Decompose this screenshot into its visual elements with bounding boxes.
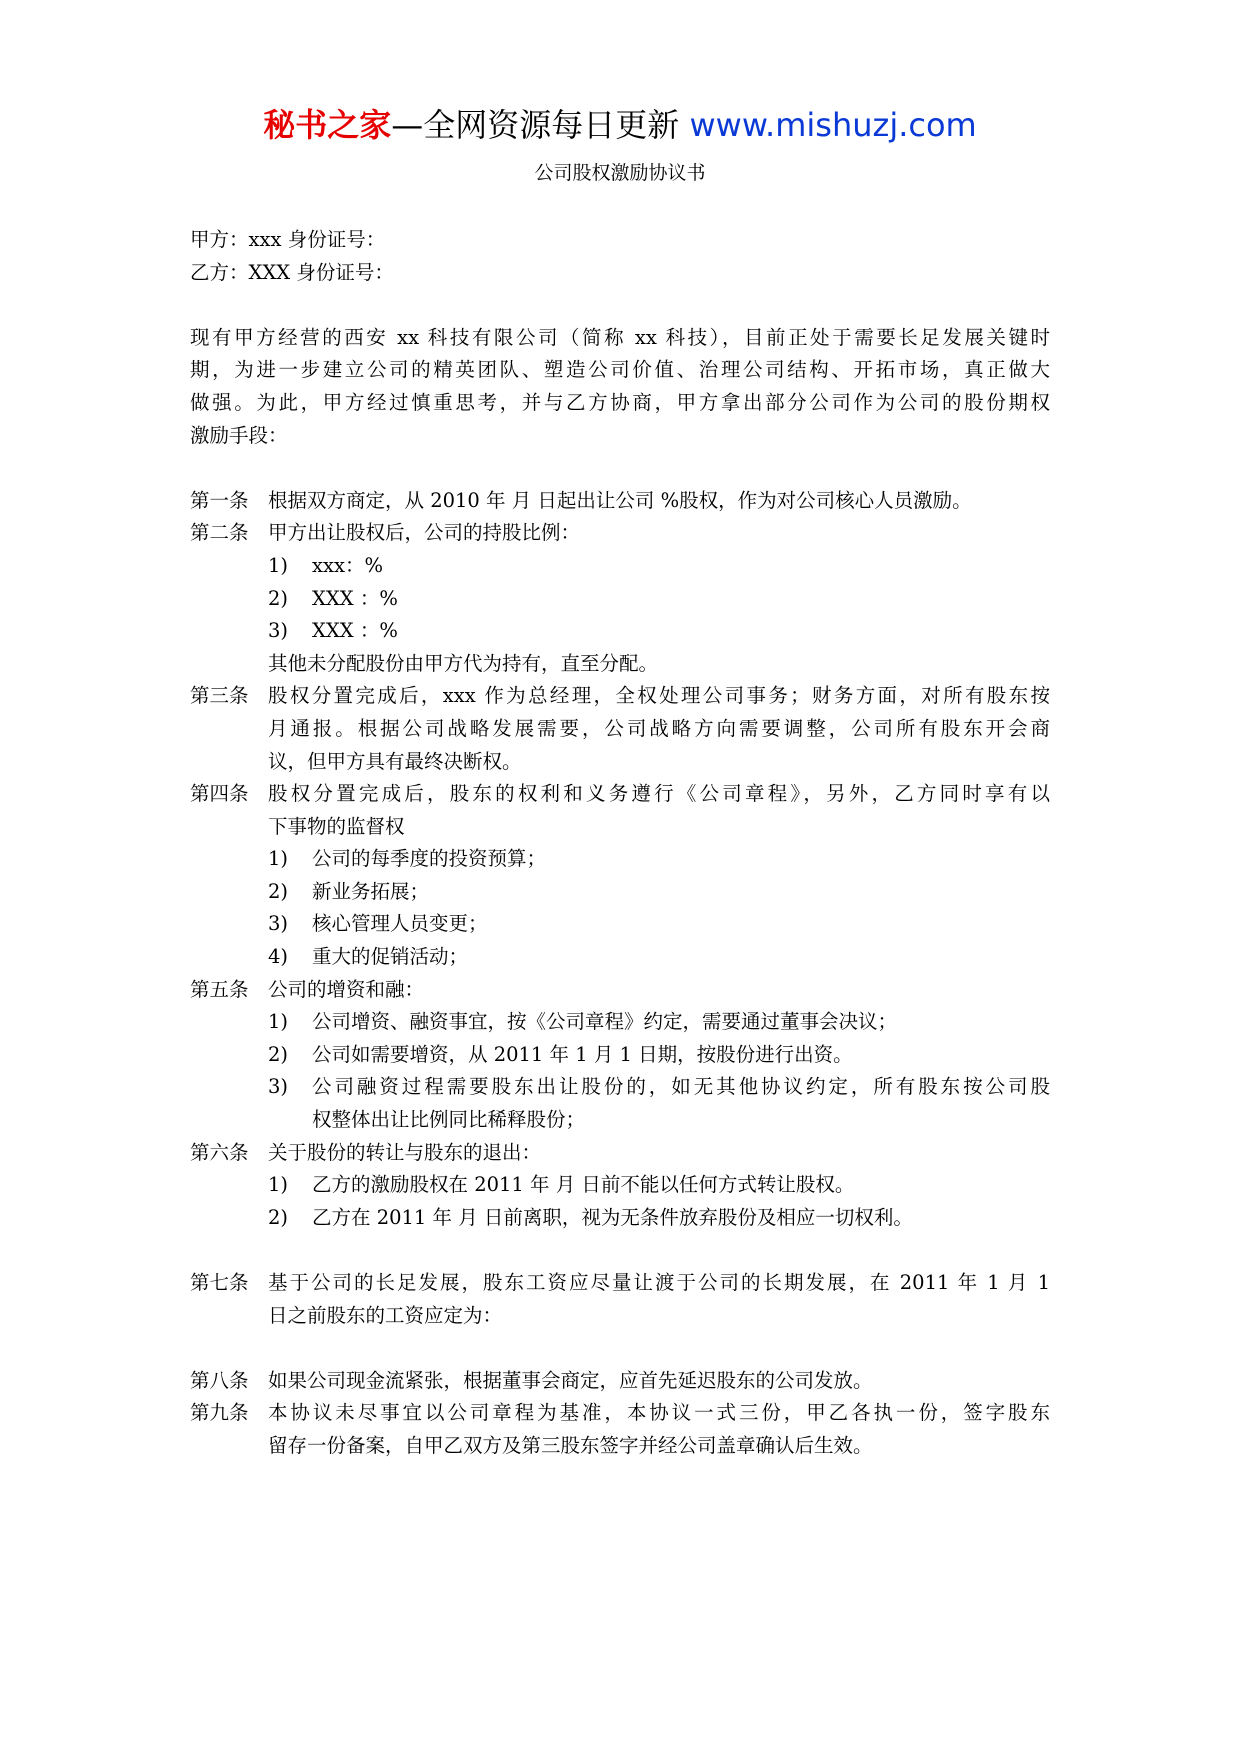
list-item-text: 乙方在 2011 年 月 日前离职，视为无条件放弃股份及相应一切权利。 bbox=[312, 1205, 913, 1229]
list-item bbox=[268, 1071, 1050, 1136]
list-item-number: 1) bbox=[268, 847, 289, 871]
list-item bbox=[268, 1169, 1050, 1202]
article-5-list bbox=[190, 1006, 1050, 1136]
article-9-body bbox=[268, 1397, 1050, 1462]
list-item-text: 新业务拓展； bbox=[312, 879, 430, 903]
article-8-label: 第八条 bbox=[190, 1368, 249, 1392]
article-2-note: 其他未分配股份由甲方代为持有，直至分配。 bbox=[268, 651, 659, 675]
article-9 bbox=[190, 1397, 1050, 1462]
list-item-text: XXX ：% bbox=[312, 619, 398, 643]
article-4-line: 下事物的监督权 bbox=[268, 814, 405, 838]
party-b-line: 乙方：XXX 身份证号： bbox=[190, 260, 394, 284]
article-3 bbox=[190, 680, 1050, 778]
list-item-number: 1) bbox=[268, 1173, 289, 1197]
article-6-text: 关于股份的转让与股东的退出： bbox=[268, 1140, 542, 1164]
list-item bbox=[268, 550, 1050, 583]
article-5-label: 第五条 bbox=[190, 977, 249, 1001]
intro-paragraph bbox=[190, 322, 1050, 452]
list-item-number: 1) bbox=[268, 553, 289, 577]
list-item bbox=[268, 615, 1050, 648]
banner-slogan: —全网资源每日更新 bbox=[391, 106, 690, 144]
article-5-text: 公司的增资和融： bbox=[268, 977, 425, 1001]
article-2 bbox=[190, 517, 1050, 550]
intro-line: 期，为进一步建立公司的精英团队、塑造公司价值、治理公司结构、开拓市场，真正做大 bbox=[190, 358, 1050, 382]
article-3-line: 股权分置完成后，xxx 作为总经理，全权处理公司事务；财务方面，对所有股东按 bbox=[268, 684, 1050, 708]
site-banner bbox=[0, 100, 1240, 150]
article-7-line: 基于公司的长足发展，股东工资应尽量让渡于公司的长期发展，在 2011 年 1 月 1 bbox=[268, 1271, 1050, 1294]
list-item-text: XXX ：% bbox=[312, 586, 398, 610]
list-item-number: 2) bbox=[268, 1042, 289, 1066]
document-title: 公司股权激励协议书 bbox=[534, 162, 706, 184]
list-item-text: 公司如需要增资，从 2011 年 1 月 1 日期，按股份进行出资。 bbox=[312, 1042, 853, 1066]
article-2-label: 第二条 bbox=[190, 521, 249, 545]
article-2-list bbox=[190, 550, 1050, 648]
list-item-number: 2) bbox=[268, 586, 289, 610]
list-item bbox=[268, 583, 1050, 616]
list-item bbox=[268, 1039, 1050, 1072]
list-item-number: 1) bbox=[268, 1010, 289, 1034]
list-item-text: 重大的促销活动； bbox=[312, 945, 469, 969]
list-item-text bbox=[312, 1071, 1050, 1136]
list-item-number: 2) bbox=[268, 1205, 289, 1229]
article-8 bbox=[190, 1365, 1050, 1398]
banner-url-link[interactable]: www.mishuzj.com bbox=[689, 106, 977, 144]
article-4-body bbox=[268, 778, 1050, 843]
article-6-list bbox=[190, 1169, 1050, 1234]
list-item bbox=[268, 1202, 1050, 1235]
list-item bbox=[268, 908, 1050, 941]
article-9-line: 留存一份备案，自甲乙双方及第三股东签字并经公司盖章确认后生效。 bbox=[268, 1433, 873, 1457]
list-item-number: 4) bbox=[268, 945, 289, 969]
article-6 bbox=[190, 1137, 1050, 1170]
article-4-list bbox=[190, 843, 1050, 973]
article-9-label: 第九条 bbox=[190, 1401, 249, 1425]
intro-line: 现有甲方经营的西安 xx 科技有限公司（简称 xx 科技），目前正处于需要长足发展关键时 bbox=[190, 325, 1050, 349]
article-1-text: 根据双方商定，从 2010 年 月 日起出让公司 %股权，作为对公司核心人员激励。 bbox=[268, 488, 972, 512]
list-item bbox=[268, 941, 1050, 974]
list-item-text: 公司的每季度的投资预算； bbox=[312, 847, 547, 871]
article-7-line: 日之前股东的工资应定为： bbox=[268, 1303, 503, 1327]
article-1 bbox=[190, 485, 1050, 518]
list-item-number: 3) bbox=[268, 1075, 289, 1099]
article-7-body bbox=[268, 1267, 1050, 1332]
article-8-text: 如果公司现金流紧张，根据董事会商定，应首先延迟股东的公司发放。 bbox=[268, 1368, 873, 1392]
article-3-label: 第三条 bbox=[190, 684, 249, 708]
article-6-label: 第六条 bbox=[190, 1140, 249, 1164]
list-item bbox=[268, 876, 1050, 909]
list-item-number: 3) bbox=[268, 619, 289, 643]
document-body bbox=[190, 224, 1050, 1463]
list-item bbox=[268, 1006, 1050, 1039]
article-2-text: 甲方出让股权后，公司的持股比例： bbox=[268, 521, 581, 545]
article-1-label: 第一条 bbox=[190, 488, 249, 512]
article-4-label: 第四条 bbox=[190, 782, 249, 806]
article-7-label: 第七条 bbox=[190, 1271, 249, 1294]
intro-line: 做强。为此，甲方经过慎重思考，并与乙方协商，甲方拿出部分公司作为公司的股份期权 bbox=[190, 390, 1050, 414]
article-5 bbox=[190, 974, 1050, 1007]
list-item-text: 公司增资、融资事宜，按《公司章程》约定，需要通过董事会决议； bbox=[312, 1010, 898, 1034]
intro-line: 激励手段： bbox=[190, 423, 288, 447]
list-item-text: xxx：% bbox=[312, 553, 384, 577]
article-7 bbox=[190, 1267, 1050, 1332]
list-item-number: 3) bbox=[268, 912, 289, 936]
list-item-text: 核心管理人员变更； bbox=[312, 912, 488, 936]
article-3-line: 月通报。根据公司战略发展需要，公司战略方向需要调整，公司所有股东开会商 bbox=[268, 716, 1050, 740]
list-item-text: 乙方的激励股权在 2011 年 月 日前不能以任何方式转让股权。 bbox=[312, 1173, 855, 1197]
article-3-line: 议，但甲方具有最终决断权。 bbox=[268, 749, 522, 773]
list-item bbox=[268, 843, 1050, 876]
article-4-line: 股权分置完成后，股东的权利和义务遵行《公司章程》，另外，乙方同时享有以 bbox=[268, 782, 1050, 806]
list-item-line: 公司融资过程需要股东出让股份的，如无其他协议约定，所有股东按公司股 bbox=[312, 1075, 1050, 1099]
article-4 bbox=[190, 778, 1050, 843]
party-a-line: 甲方：xxx 身份证号： bbox=[190, 228, 386, 251]
article-3-body bbox=[268, 680, 1050, 778]
banner-brand: 秘书之家 bbox=[263, 106, 392, 144]
article-9-line: 本协议未尽事宜以公司章程为基准，本协议一式三份，甲乙各执一份，签字股东 bbox=[268, 1401, 1050, 1425]
list-item-line: 权整体出让比例同比稀释股份； bbox=[312, 1108, 586, 1132]
list-item-number: 2) bbox=[268, 879, 289, 903]
